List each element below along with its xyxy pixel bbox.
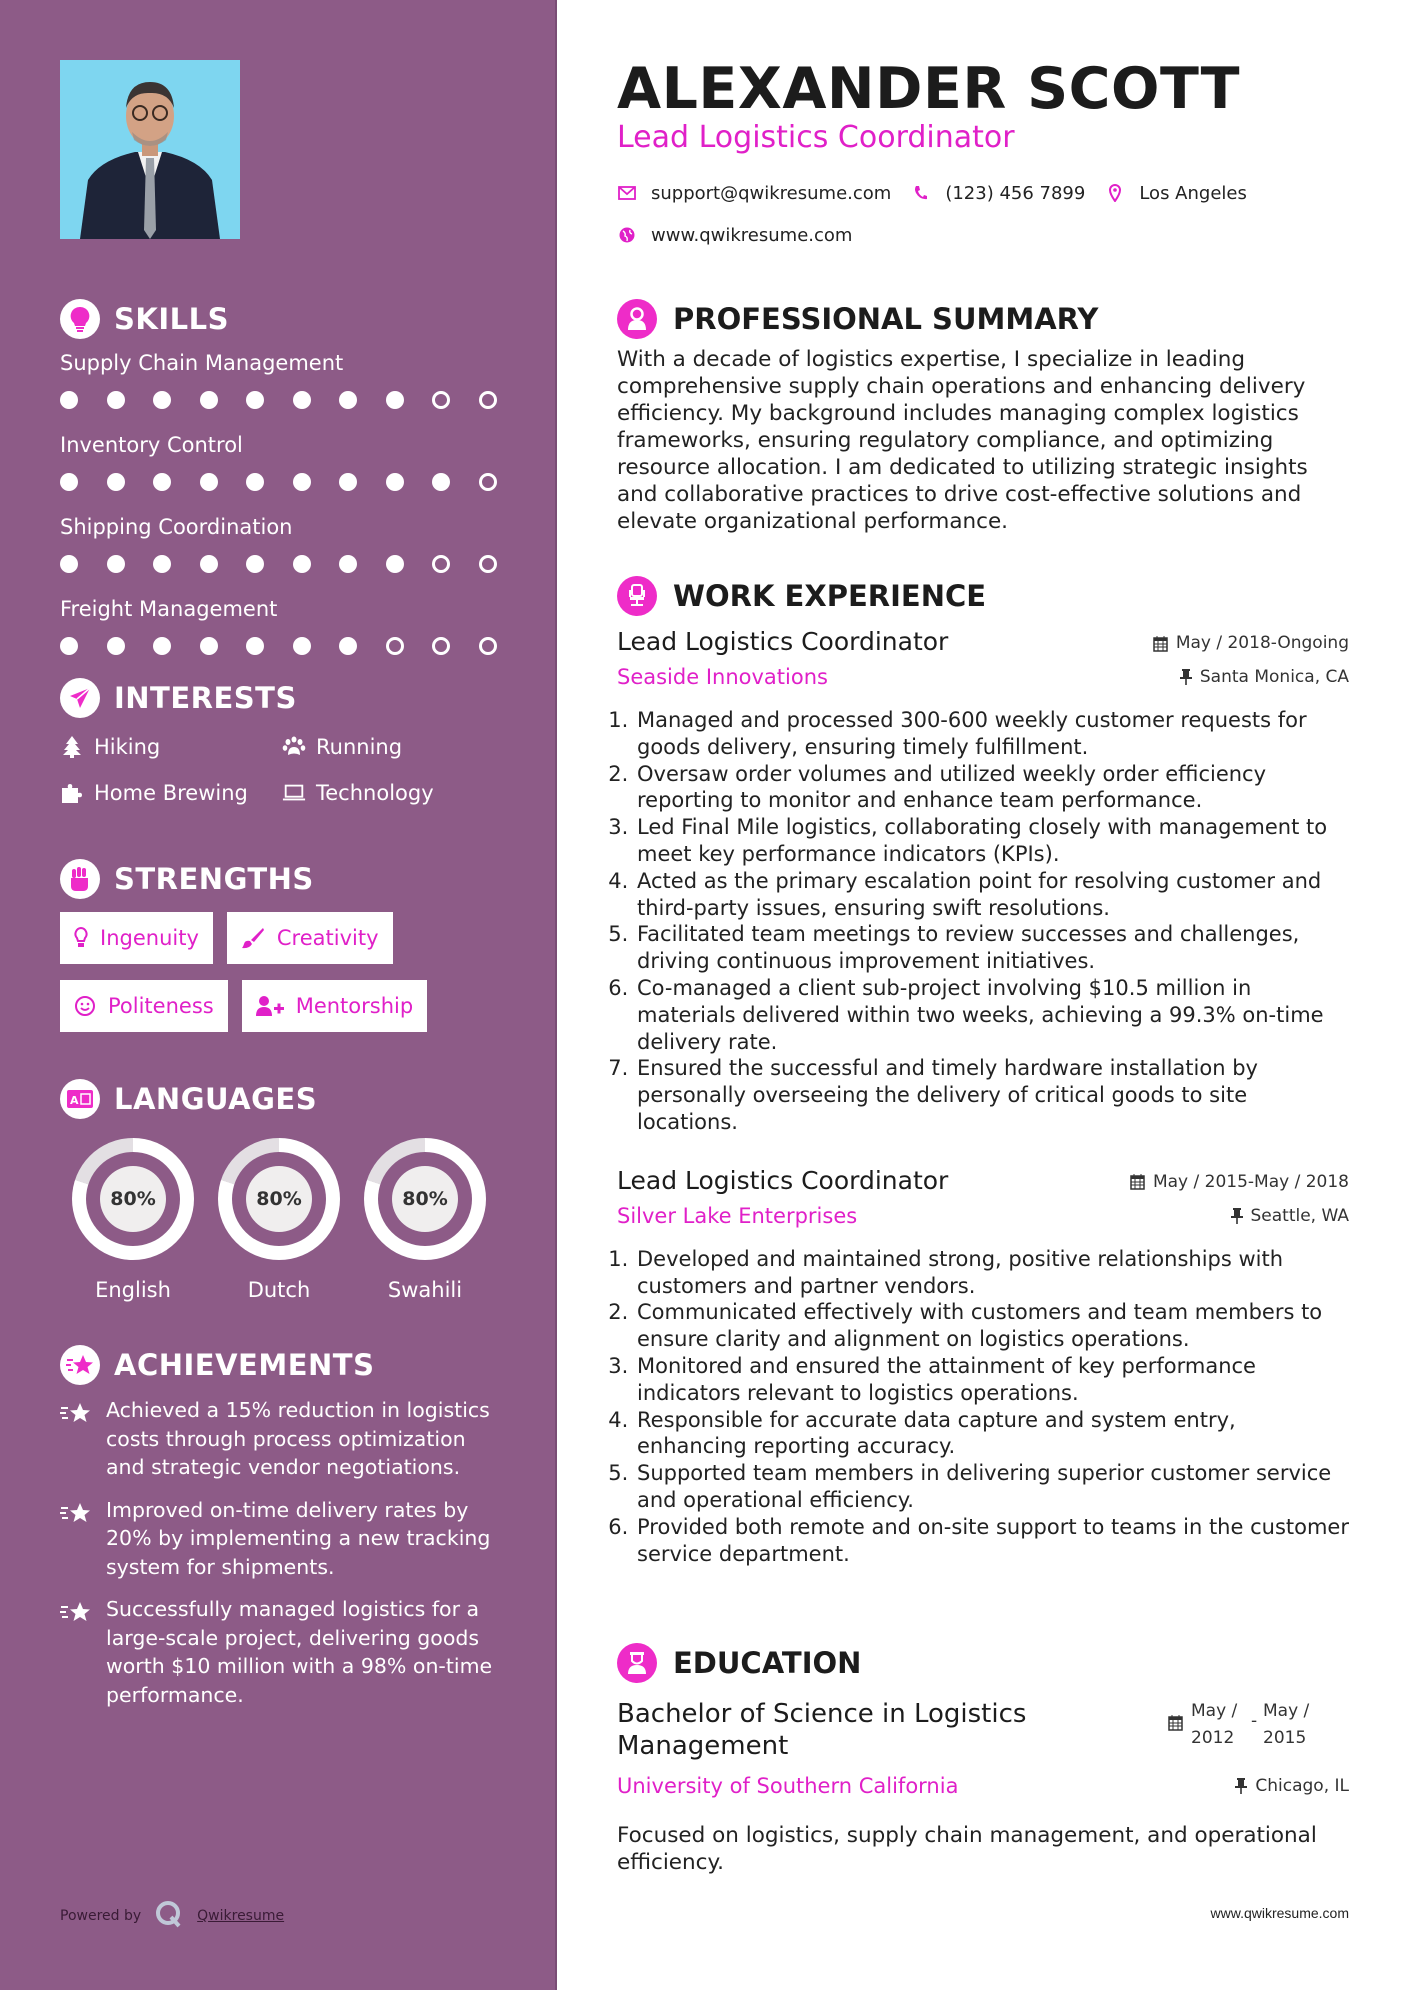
pushpin-icon bbox=[1180, 669, 1192, 685]
job-date: May / 2015-May / 2018 bbox=[1130, 1172, 1349, 1192]
rating-dot-empty bbox=[479, 637, 497, 655]
rating-dot-filled bbox=[293, 637, 311, 655]
achievement-text: Achieved a 15% reduction in logistics costs through process optimization and strategic vendor negotiations. bbox=[106, 1398, 490, 1479]
skill-item bbox=[60, 594, 530, 668]
duty-item: 6. Provided both remote and on-site support to teams in the customer service department. bbox=[635, 1514, 1349, 1568]
rating-dot-filled bbox=[293, 473, 311, 491]
edu-degree: Bachelor of Science in Logistics Management bbox=[617, 1699, 1027, 1761]
phone-icon bbox=[911, 185, 931, 201]
jobs-list bbox=[617, 627, 1349, 1567]
footer-website-link[interactable]: www.qwikresume.com bbox=[1210, 1905, 1349, 1921]
duty-item: 5. Supported team members in delivering superior customer service and operational efficiency. bbox=[635, 1460, 1349, 1514]
language-progress-ring bbox=[364, 1138, 486, 1260]
svg-text:A: A bbox=[70, 1094, 79, 1107]
duty-item: 5. Facilitated team meetings to review successes and challenges, driving continuous improvement initiatives. bbox=[635, 921, 1349, 975]
summary-title: PROFESSIONAL SUMMARY bbox=[673, 302, 1099, 336]
interests-list bbox=[60, 731, 530, 809]
skill-rating bbox=[60, 542, 530, 586]
duty-item: 3. Led Final Mile logistics, collaborating closely with management to meet key performance indicators (KPIs). bbox=[635, 814, 1349, 868]
laptop-icon bbox=[282, 784, 306, 802]
user-plus-icon bbox=[256, 995, 284, 1017]
pushpin-icon bbox=[1235, 1778, 1247, 1794]
graduate-icon bbox=[617, 1643, 657, 1683]
powered-by: Powered by Qwikresume bbox=[60, 1900, 284, 1932]
interest-item: Hiking bbox=[60, 731, 282, 763]
duty-item: 4. Responsible for accurate data capture and system entry, enhancing reporting accuracy. bbox=[635, 1407, 1349, 1461]
edu-school: University of Southern California bbox=[617, 1774, 959, 1798]
language-progress-ring bbox=[72, 1138, 194, 1260]
lightbulb-icon bbox=[60, 299, 100, 339]
skill-item bbox=[60, 430, 530, 504]
rating-dot-filled bbox=[339, 555, 357, 573]
rating-dot-filled bbox=[153, 555, 171, 573]
job-duties bbox=[617, 707, 1349, 1136]
rating-dot-filled bbox=[60, 391, 78, 409]
shooting-star-icon bbox=[60, 1345, 100, 1385]
contact-location: Los Angeles bbox=[1105, 183, 1247, 204]
office-chair-icon bbox=[617, 576, 657, 616]
language-name: Swahili bbox=[387, 1278, 463, 1302]
puzzle-icon bbox=[60, 782, 84, 804]
strengths-title: STRENGTHS bbox=[114, 862, 314, 896]
duty-item: 3. Monitored and ensured the attainment of key performance indicators relevant to logistics operations. bbox=[635, 1353, 1349, 1407]
rating-dot-filled bbox=[107, 555, 125, 573]
job-role: Lead Logistics Coordinator bbox=[617, 627, 949, 656]
rating-dot-filled bbox=[153, 391, 171, 409]
language-percent: 80% bbox=[100, 1166, 166, 1232]
profile-photo bbox=[60, 60, 240, 239]
skill-item bbox=[60, 348, 530, 422]
sidebar bbox=[0, 0, 557, 1990]
job-location: Santa Monica, CA bbox=[1180, 667, 1349, 687]
rating-dot-empty bbox=[479, 391, 497, 409]
achievement-item bbox=[60, 1396, 530, 1482]
language-item bbox=[60, 1138, 206, 1302]
rating-dot-filled bbox=[339, 637, 357, 655]
rating-dot-empty bbox=[479, 555, 497, 573]
language-percent: 80% bbox=[246, 1166, 312, 1232]
calendar-icon bbox=[1153, 635, 1168, 652]
job-entry bbox=[617, 627, 1349, 1136]
shooting-star-icon bbox=[60, 1396, 94, 1482]
summary-section bbox=[617, 298, 1349, 535]
rating-dot-filled bbox=[432, 473, 450, 491]
rating-dot-filled bbox=[386, 555, 404, 573]
contact-phone[interactable]: (123) 456 7899 bbox=[911, 183, 1085, 204]
rating-dot-filled bbox=[153, 473, 171, 491]
skill-rating bbox=[60, 378, 530, 422]
rating-dot-filled bbox=[107, 391, 125, 409]
strength-chip: Mentorship bbox=[242, 980, 427, 1032]
duty-item: 7. Ensured the successful and timely hardware installation by personally overseeing the delivery of critical goods to site locations. bbox=[635, 1055, 1349, 1135]
contact-info bbox=[617, 175, 1267, 253]
languages-section bbox=[60, 1078, 530, 1302]
job-location: Seattle, WA bbox=[1231, 1206, 1350, 1226]
strength-chip: Ingenuity bbox=[60, 912, 213, 964]
job-company: Seaside Innovations bbox=[617, 665, 828, 689]
experience-section bbox=[617, 575, 1349, 1567]
interests-title: INTERESTS bbox=[114, 681, 297, 715]
job-entry bbox=[617, 1166, 1349, 1568]
strength-chip: Politeness bbox=[60, 980, 228, 1032]
rating-dot-filled bbox=[293, 555, 311, 573]
languages-list bbox=[60, 1138, 530, 1302]
language-percent: 80% bbox=[392, 1166, 458, 1232]
qwikresume-link[interactable]: Qwikresume bbox=[197, 1908, 285, 1924]
rating-dot-filled bbox=[107, 637, 125, 655]
rating-dot-empty bbox=[432, 555, 450, 573]
skill-name: Inventory Control bbox=[60, 433, 243, 457]
envelope-icon bbox=[617, 186, 637, 200]
rating-dot-filled bbox=[153, 637, 171, 655]
achievements-title: ACHIEVEMENTS bbox=[114, 1348, 375, 1382]
achievement-item bbox=[60, 1496, 530, 1582]
experience-title: WORK EXPERIENCE bbox=[673, 579, 987, 613]
job-date: May / 2018-Ongoing bbox=[1153, 633, 1349, 653]
shooting-star-icon bbox=[60, 1496, 94, 1582]
education-title: EDUCATION bbox=[673, 1646, 862, 1680]
contact-website[interactable]: www.qwikresume.com bbox=[617, 225, 852, 246]
job-company: Silver Lake Enterprises bbox=[617, 1203, 858, 1228]
language-item bbox=[206, 1138, 352, 1302]
skills-list bbox=[60, 348, 530, 668]
achievements-section bbox=[60, 1344, 530, 1723]
rating-dot-empty bbox=[432, 637, 450, 655]
job-duties bbox=[617, 1246, 1349, 1568]
pushpin-icon bbox=[1231, 1208, 1243, 1224]
map-marker-icon bbox=[1105, 184, 1125, 202]
user-icon bbox=[617, 299, 657, 339]
language-progress-ring bbox=[218, 1138, 340, 1260]
lightbulb-outline-icon bbox=[74, 927, 88, 949]
rating-dot-filled bbox=[200, 473, 218, 491]
achievement-item bbox=[60, 1595, 530, 1709]
paper-plane-icon bbox=[60, 678, 100, 718]
language-name: Dutch bbox=[247, 1278, 311, 1302]
calendar-icon bbox=[1168, 1714, 1183, 1731]
rating-dot-empty bbox=[479, 473, 497, 491]
education-entry bbox=[617, 1698, 1349, 1816]
achievements-list bbox=[60, 1396, 530, 1709]
duty-item: 6. Co-managed a client sub-project involving $10.5 million in materials delivered within two weeks, achieving a 99.3% on-time delivery rate. bbox=[635, 975, 1349, 1055]
globe-icon bbox=[617, 227, 637, 243]
rating-dot-filled bbox=[246, 391, 264, 409]
interest-item: Home Brewing bbox=[60, 777, 282, 809]
edu-description: Focused on logistics, supply chain management, and operational efficiency. bbox=[617, 1823, 1317, 1875]
rating-dot-filled bbox=[293, 391, 311, 409]
skills-title: SKILLS bbox=[114, 302, 229, 336]
interests-section bbox=[60, 677, 530, 809]
contact-email[interactable]: support@qwikresume.com bbox=[617, 183, 891, 204]
paintbrush-icon bbox=[241, 927, 265, 949]
candidate-name: ALEXANDER SCOTT bbox=[617, 56, 1241, 122]
rating-dot-filled bbox=[386, 473, 404, 491]
calendar-icon bbox=[1130, 1173, 1145, 1190]
strengths-section bbox=[60, 858, 530, 1048]
duty-item: 2. Oversaw order volumes and utilized weekly order efficiency reporting to monitor and enhance team performance. bbox=[635, 761, 1349, 815]
fist-icon bbox=[60, 859, 100, 899]
language-icon bbox=[60, 1079, 100, 1119]
rating-dot-empty bbox=[386, 637, 404, 655]
skill-rating bbox=[60, 624, 530, 668]
rating-dot-filled bbox=[246, 473, 264, 491]
duty-item: 4. Acted as the primary escalation point for resolving customer and third-party issues, ensuring swift resolutions. bbox=[635, 868, 1349, 922]
shooting-star-icon bbox=[60, 1595, 94, 1709]
rating-dot-filled bbox=[200, 555, 218, 573]
interest-item: Running bbox=[282, 731, 502, 763]
paw-icon bbox=[282, 736, 306, 758]
rating-dot-filled bbox=[246, 555, 264, 573]
strengths-list bbox=[60, 912, 520, 1048]
duty-item: 1. Developed and maintained strong, positive relationships with customers and partner vendors. bbox=[635, 1246, 1349, 1300]
education-section bbox=[617, 1642, 1349, 1876]
job-role: Lead Logistics Coordinator bbox=[617, 1165, 949, 1195]
skill-name: Freight Management bbox=[60, 597, 278, 621]
tree-icon bbox=[60, 736, 84, 758]
rating-dot-filled bbox=[200, 391, 218, 409]
rating-dot-filled bbox=[246, 637, 264, 655]
skills-section bbox=[60, 298, 530, 668]
language-item bbox=[352, 1138, 498, 1302]
rating-dot-filled bbox=[60, 555, 78, 573]
achievement-text: Successfully managed logistics for a large-scale project, delivering goods worth $10 million with a 98% on-time performance. bbox=[106, 1597, 493, 1707]
skill-rating bbox=[60, 460, 530, 504]
interest-item: Technology bbox=[282, 777, 502, 809]
achievement-text: Improved on-time delivery rates by 20% by implementing a new tracking system for shipments. bbox=[106, 1497, 491, 1579]
languages-title: LANGUAGES bbox=[114, 1082, 318, 1116]
edu-location: Chicago, IL bbox=[1235, 1776, 1349, 1796]
duty-item: 1. Managed and processed 300-600 weekly customer requests for goods delivery, ensuring timely fulfillment. bbox=[635, 707, 1349, 761]
candidate-title: Lead Logistics Coordinator bbox=[617, 120, 1015, 155]
skill-item bbox=[60, 512, 530, 586]
summary-text: With a decade of logistics expertise, I specialize in leading comprehensive supply chain operations and enhancing delivery efficiency. My background includes managing complex logistics frameworks, ensuring regulatory compliance, and optimizing resource allocation. I am dedicated to utilizing strategic insights and collaborative practices to drive cost-effective solutions and elevate organizational performance. bbox=[617, 347, 1308, 534]
duty-item: 2. Communicated effectively with customers and team members to ensure clarity and alignment on logistics operations. bbox=[635, 1299, 1349, 1353]
qwikresume-logo-icon bbox=[155, 1900, 183, 1932]
skill-name: Supply Chain Management bbox=[60, 351, 344, 375]
rating-dot-filled bbox=[200, 637, 218, 655]
edu-dates: May / 2012 - May / 2015 bbox=[1168, 1698, 1323, 1752]
rating-dot-filled bbox=[107, 473, 125, 491]
smile-icon bbox=[74, 995, 96, 1017]
language-name: English bbox=[95, 1278, 171, 1302]
rating-dot-filled bbox=[60, 473, 78, 491]
rating-dot-filled bbox=[60, 637, 78, 655]
rating-dot-filled bbox=[386, 391, 404, 409]
rating-dot-filled bbox=[339, 391, 357, 409]
strength-chip: Creativity bbox=[227, 912, 393, 964]
skill-name: Shipping Coordination bbox=[60, 515, 293, 539]
rating-dot-filled bbox=[339, 473, 357, 491]
rating-dot-empty bbox=[432, 391, 450, 409]
